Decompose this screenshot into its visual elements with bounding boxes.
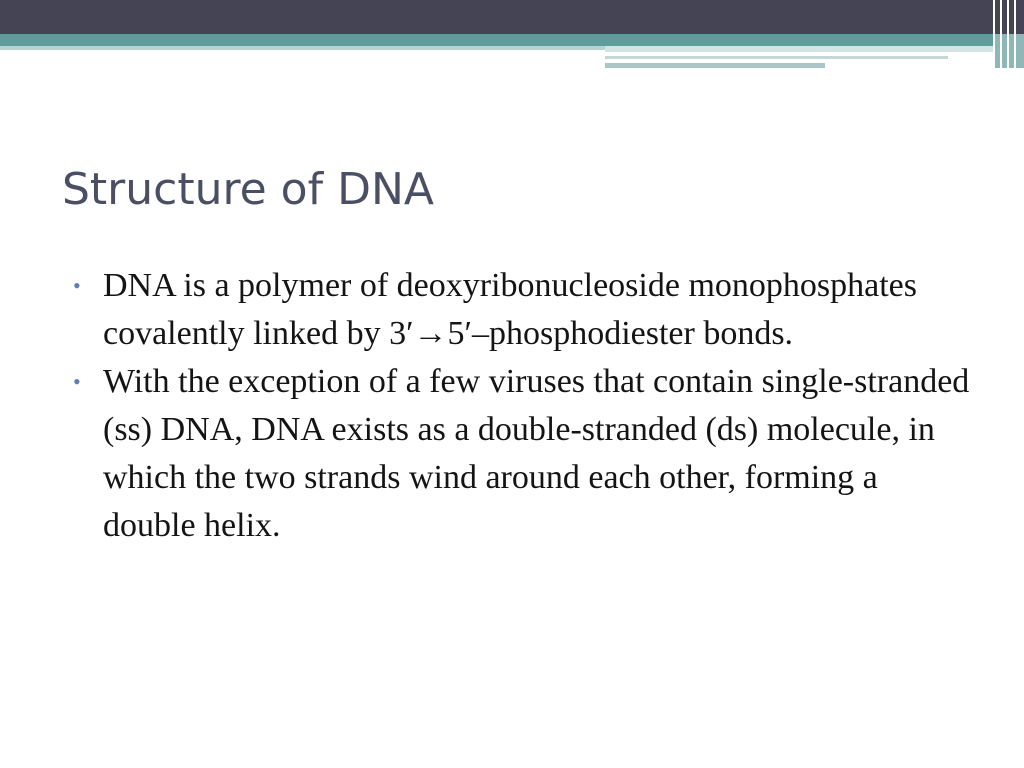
bullet-item	[72, 262, 972, 358]
header-stripe	[1016, 34, 1024, 68]
bullet-dot-icon: •	[73, 273, 81, 298]
header-stripe-divider	[1000, 0, 1002, 68]
header-accent-line	[605, 63, 825, 68]
bullet-list	[72, 262, 972, 550]
header-stripe-divider	[993, 0, 995, 68]
header-band-dark	[0, 0, 1024, 34]
header-accent-light	[605, 46, 1024, 52]
header-accent-line	[605, 56, 948, 59]
bullet-item	[72, 358, 972, 550]
slide-title: Structure of DNA	[62, 164, 434, 215]
header-stripe-divider	[1007, 0, 1009, 68]
header-band-teal	[0, 34, 1024, 46]
header-band-teal-light	[0, 46, 605, 50]
header-stripe-divider	[1014, 0, 1016, 68]
bullet-dot-icon: •	[73, 369, 81, 394]
bullet-text: With the exception of a few viruses that contain single-stranded (ss) DNA, DNA exists as a double-stranded (ds) molecule, in which the two strands wind around each other, forming a double helix.	[103, 363, 970, 544]
bullet-text: DNA is a polymer of deoxyribonucleoside monophosphates covalently linked by 3′→5′–phosphodiester bonds.	[103, 267, 917, 352]
